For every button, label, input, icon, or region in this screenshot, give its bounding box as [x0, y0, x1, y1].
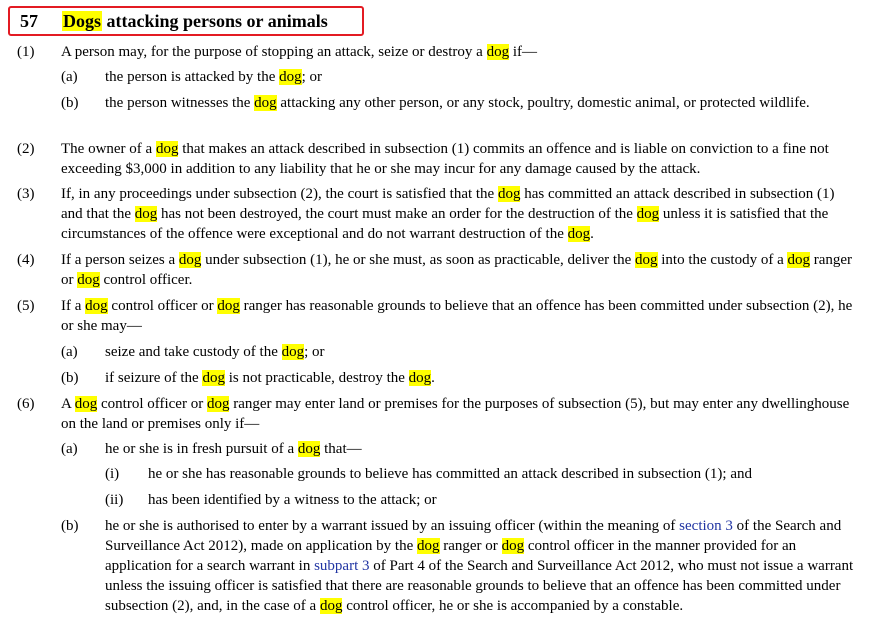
keyword-highlight: dog	[486, 44, 510, 60]
paragraph-label: (b)	[61, 95, 79, 111]
paragraph-label: (a)	[61, 69, 78, 85]
subparagraph-text: he or she has reasonable grounds to believe has committed an attack described in subsection (1); and	[148, 466, 752, 482]
keyword-highlight: dog	[281, 344, 305, 360]
keyword-highlight: dog	[501, 538, 525, 554]
section-heading	[8, 6, 364, 36]
paragraph-label: (a)	[61, 441, 78, 457]
keyword-highlight: dog	[417, 538, 440, 554]
subsection-text: If, in any proceedings under subsection (2), the court is satisfied that the dog has committed an attack described in subsection (1) and that the dog has not been destroyed, the court must make an order for the destruction of the dog unless it is satisfied that the circumstances of the offence were exceptional and do not warrant destruction of the dog.	[61, 186, 835, 242]
keyword-highlight: dog	[254, 95, 277, 111]
paragraph-text: the person is attacked by the dog; or	[105, 69, 323, 85]
keyword-highlight: dog	[85, 298, 108, 314]
subsection-number: (3)	[17, 186, 35, 202]
section-number: 57	[20, 11, 38, 31]
keyword-highlight: dog	[497, 186, 521, 202]
keyword-highlight: dog	[77, 272, 100, 288]
subparagraph-label: (ii)	[105, 492, 124, 508]
subsection-text: A person may, for the purpose of stopping an attack, seize or destroy a dog if—	[61, 44, 537, 60]
subsection-number: (4)	[17, 252, 35, 268]
subsection-number: (1)	[17, 44, 35, 60]
keyword-highlight: dog	[155, 141, 179, 157]
keyword-highlight: dog	[319, 598, 343, 614]
paragraph-label: (b)	[61, 518, 79, 534]
paragraph-label: (b)	[61, 370, 79, 386]
subsection-number: (2)	[17, 141, 35, 157]
keyword-highlight: Dogs	[63, 11, 102, 31]
subpart-3-link[interactable]: subpart 3	[314, 558, 370, 574]
keyword-highlight: dog	[178, 252, 202, 268]
keyword-highlight: dog	[567, 226, 591, 242]
keyword-highlight: dog	[297, 441, 321, 457]
keyword-highlight: dog	[408, 370, 432, 386]
paragraph-text: seize and take custody of the dog; or	[105, 344, 325, 360]
subsection-text: The owner of a dog that makes an attack described in subsection (1) commits an offence and is liable on conviction to a fine not exceeding $3,000 in addition to any liability that he or she may incur for any damage caused by the attack.	[61, 141, 829, 177]
keyword-highlight: dog	[202, 370, 225, 386]
subparagraph-text: has been identified by a witness to the attack; or	[148, 492, 437, 508]
keyword-highlight: dog	[635, 252, 658, 268]
keyword-highlight: dog	[217, 298, 240, 314]
keyword-highlight: dog	[279, 69, 302, 85]
subsection-text: If a dog control officer or dog ranger has reasonable grounds to believe that an offence has been committed under subsection (2), he or she may—	[61, 298, 853, 334]
keyword-highlight: dog	[206, 396, 230, 412]
subsection-text: If a person seizes a dog under subsection (1), he or she must, as soon as practicable, deliver the dog into the custody of a dog ranger or dog control officer.	[61, 252, 853, 288]
paragraph-text: he or she is in fresh pursuit of a dog that—	[105, 441, 362, 457]
subsection-number: (5)	[17, 298, 35, 314]
paragraph-text: he or she is authorised to enter by a warrant issued by an issuing officer (within the meaning of section 3 of the Search and Surveillance Act 2012), made on application by the dog ranger or dog control officer in the manner provided for an application for a search warrant in subpart 3 of Part 4 of the Search and Surveillance Act 2012, who must not issue a warrant unless the issuing officer is satisfied that there are reasonable grounds to believe that an offence has been committed under subsection (2), and, in the case of a dog control officer, he or she is accompanied by a constable.	[105, 518, 854, 614]
keyword-highlight: dog	[74, 396, 98, 412]
section-title: Dogs attacking persons or animals	[63, 11, 328, 31]
subsection-number: (6)	[17, 396, 35, 412]
section-3-link[interactable]: section 3	[679, 518, 733, 534]
keyword-highlight: dog	[134, 206, 158, 222]
paragraph-label: (a)	[61, 344, 78, 360]
subsection-text: A dog control officer or dog ranger may enter land or premises for the purposes of subsection (5), but may enter any dwellinghouse on the land or premises only if—	[61, 396, 850, 432]
keyword-highlight: dog	[636, 206, 660, 222]
paragraph-text: if seizure of the dog is not practicable, destroy the dog.	[105, 370, 435, 386]
keyword-highlight: dog	[787, 252, 810, 268]
paragraph-text: the person witnesses the dog attacking any other person, or any stock, poultry, domestic animal, or protected wildlife.	[105, 95, 810, 111]
subparagraph-label: (i)	[105, 466, 120, 482]
